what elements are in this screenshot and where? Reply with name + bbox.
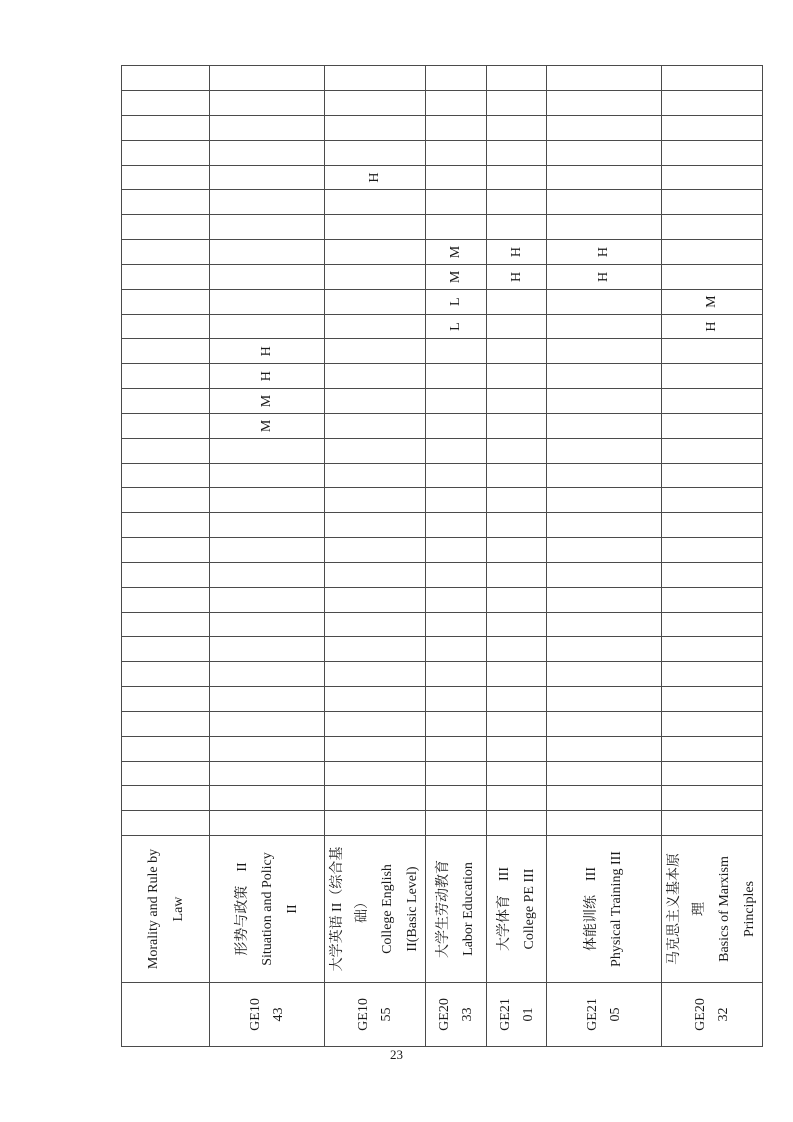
correlation-cell [662,165,763,190]
correlation-cell [210,91,325,116]
correlation-cell [426,115,487,140]
correlation-cell [547,91,662,116]
correlation-cell: M [426,240,487,265]
correlation-cell [426,438,487,463]
correlation-cell: M [426,264,487,289]
text-line: Basics of Marxism [717,856,732,962]
correlation-cell: L [426,289,487,314]
correlation-cell [662,264,763,289]
correlation-cell [547,513,662,538]
correlation-cell [547,66,662,91]
correlation-cell [487,786,547,811]
correlation-cell [325,91,426,116]
correlation-cell [210,314,325,339]
correlation-cell [547,140,662,165]
correlation-cell [426,711,487,736]
correlation-cell [662,413,763,438]
correlation-cell [325,587,426,612]
correlation-cell [487,364,547,389]
correlation-cell [662,115,763,140]
correlation-cell [325,463,426,488]
course-row [662,66,763,1047]
correlation-cell [547,190,662,215]
correlation-cell [122,364,210,389]
correlation-cell [325,761,426,786]
correlation-cell: M [210,413,325,438]
correlation-cell [426,91,487,116]
correlation-cell [426,612,487,637]
correlation-cell [325,662,426,687]
correlation-cell [325,736,426,761]
correlation-cell [325,488,426,513]
correlation-cell: H [662,314,763,339]
correlation-cell [210,513,325,538]
correlation-cell [210,66,325,91]
correlation-cell [662,66,763,91]
correlation-cell [122,140,210,165]
correlation-cell [210,687,325,712]
correlation-cell [122,339,210,364]
correlation-cell [122,488,210,513]
correlation-cell [210,538,325,563]
correlation-cell [426,140,487,165]
correlation-cell [122,786,210,811]
correlation-cell [487,711,547,736]
correlation-cell [487,761,547,786]
text-line: GE20 [437,998,452,1031]
correlation-cell [662,190,763,215]
course-code-cell [210,983,325,1047]
correlation-cell [547,587,662,612]
correlation-cell [662,711,763,736]
correlation-cell [662,140,763,165]
course-name-cell [662,836,763,983]
correlation-cell [325,538,426,563]
correlation-cell [426,339,487,364]
correlation-cell [487,115,547,140]
correlation-cell [210,811,325,836]
correlation-cell [210,637,325,662]
course-code-cell [426,983,487,1047]
correlation-cell [487,140,547,165]
correlation-cell [547,438,662,463]
correlation-cell [662,587,763,612]
correlation-cell [426,364,487,389]
correlation-cell [662,389,763,414]
correlation-cell [210,115,325,140]
course-code-cell [325,983,426,1047]
correlation-cell: H [547,240,662,265]
correlation-cell [325,140,426,165]
curriculum-table [121,65,763,1047]
correlation-cell [426,165,487,190]
correlation-cell [426,662,487,687]
correlation-cell [210,761,325,786]
correlation-cell [325,190,426,215]
correlation-cell [662,637,763,662]
correlation-cell [487,488,547,513]
correlation-cell [487,389,547,414]
correlation-cell [122,289,210,314]
correlation-cell [662,736,763,761]
correlation-cell [325,513,426,538]
text-line: College English [380,864,395,954]
correlation-cell [426,463,487,488]
page-number: 23 [390,1047,403,1062]
correlation-cell [122,264,210,289]
correlation-cell [210,240,325,265]
text-line: 础） [355,895,370,923]
correlation-cell [325,115,426,140]
text-line: 体能训练 III [584,867,599,951]
correlation-cell: M [662,289,763,314]
correlation-cell [487,587,547,612]
correlation-cell [547,389,662,414]
correlation-cell [487,513,547,538]
text-line: Morality and Rule by [145,848,161,970]
text-line: 理 [692,902,707,916]
correlation-cell [662,91,763,116]
correlation-cell [547,687,662,712]
text-line: GE21 [497,998,513,1031]
correlation-cell [210,264,325,289]
text-line: GE10 [356,998,371,1031]
correlation-cell [547,637,662,662]
correlation-cell [662,687,763,712]
correlation-cell [210,190,325,215]
correlation-cell: H [325,165,426,190]
correlation-cell [122,562,210,587]
course-name-cell [426,836,487,983]
correlation-cell [122,662,210,687]
correlation-cell [487,687,547,712]
correlation-cell [426,761,487,786]
correlation-cell [547,165,662,190]
course-code-cell [122,983,210,1047]
correlation-cell [210,463,325,488]
correlation-cell [662,538,763,563]
correlation-cell [122,538,210,563]
correlation-cell [426,587,487,612]
correlation-cell [426,736,487,761]
correlation-cell [547,413,662,438]
correlation-cell [426,562,487,587]
correlation-cell [325,413,426,438]
text-line: II [284,904,300,914]
text-line: 05 [608,1007,623,1022]
correlation-cell [122,811,210,836]
correlation-cell [122,91,210,116]
course-name-cell [325,836,426,983]
correlation-cell [122,612,210,637]
rotated-table-anchor [121,66,757,1047]
correlation-cell [547,538,662,563]
correlation-cell [487,314,547,339]
correlation-cell [487,66,547,91]
correlation-cell [426,513,487,538]
correlation-cell [325,786,426,811]
correlation-cell [210,587,325,612]
correlation-cell [487,165,547,190]
correlation-cell [122,165,210,190]
correlation-cell [325,687,426,712]
correlation-cell [547,612,662,637]
correlation-cell [487,438,547,463]
correlation-cell [426,66,487,91]
correlation-cell [547,562,662,587]
correlation-cell [325,438,426,463]
correlation-cell [210,438,325,463]
text-line: 大学体育 III [496,867,512,951]
course-code-cell [547,983,662,1047]
correlation-cell [122,314,210,339]
correlation-cell [662,240,763,265]
correlation-cell [122,240,210,265]
correlation-cell [122,215,210,240]
correlation-cell [122,66,210,91]
correlation-cell [662,339,763,364]
correlation-cell: H [210,339,325,364]
correlation-cell [426,190,487,215]
correlation-cell [662,488,763,513]
correlation-cell [487,811,547,836]
correlation-cell [210,140,325,165]
correlation-cell [426,687,487,712]
correlation-cell [210,736,325,761]
correlation-cell [547,339,662,364]
text-line: 55 [379,1007,394,1022]
correlation-cell [122,637,210,662]
correlation-cell [210,562,325,587]
table-rotation-wrapper [121,66,757,1047]
correlation-cell [487,215,547,240]
correlation-cell [487,562,547,587]
correlation-cell [210,488,325,513]
correlation-cell [547,811,662,836]
text-line: 43 [271,1007,286,1022]
correlation-cell [487,637,547,662]
text-line: II(Basic Level) [405,866,420,952]
correlation-cell [325,389,426,414]
text-line: 形势与政策 II [234,862,250,956]
course-row [426,66,487,1047]
course-row [122,66,210,1047]
text-line: College PE III [521,868,537,950]
correlation-cell [662,513,763,538]
correlation-cell [426,413,487,438]
correlation-cell [547,662,662,687]
text-line: Law [170,896,186,922]
correlation-cell [426,811,487,836]
correlation-cell [122,190,210,215]
correlation-cell: H [487,240,547,265]
course-row [547,66,662,1047]
correlation-cell [487,736,547,761]
correlation-cell [487,289,547,314]
correlation-cell [662,786,763,811]
correlation-cell [122,115,210,140]
correlation-cell [122,413,210,438]
correlation-cell [547,314,662,339]
correlation-cell: H [487,264,547,289]
correlation-cell [547,711,662,736]
correlation-cell [325,612,426,637]
course-row [325,66,426,1047]
correlation-cell [547,786,662,811]
correlation-cell [325,811,426,836]
course-name-cell [122,836,210,983]
correlation-cell [426,637,487,662]
text-line: Principles [742,881,757,937]
text-line: GE10 [248,998,263,1031]
text-line: 32 [716,1007,731,1022]
correlation-cell [325,364,426,389]
correlation-cell [487,463,547,488]
correlation-cell [547,215,662,240]
correlation-cell [210,662,325,687]
correlation-cell [487,190,547,215]
correlation-cell [662,662,763,687]
correlation-cell [122,761,210,786]
correlation-cell [122,389,210,414]
correlation-cell [122,438,210,463]
correlation-cell [122,587,210,612]
correlation-cell [325,66,426,91]
correlation-cell [487,91,547,116]
correlation-cell [487,339,547,364]
correlation-cell [426,488,487,513]
text-line: 大学英语 II（综合基 [330,846,345,972]
correlation-cell [547,115,662,140]
correlation-cell [487,662,547,687]
text-line: GE21 [585,998,600,1031]
correlation-cell [662,215,763,240]
text-line: Situation and Policy [259,852,275,966]
correlation-cell [325,314,426,339]
correlation-cell [325,637,426,662]
correlation-cell [426,389,487,414]
correlation-cell [210,711,325,736]
course-row [210,66,325,1047]
course-name-cell [487,836,547,983]
text-line: Labor Education [461,862,476,956]
correlation-cell [210,786,325,811]
correlation-cell [325,264,426,289]
correlation-cell [487,538,547,563]
text-line: 马克思主义基本原 [667,853,682,965]
correlation-cell [426,538,487,563]
correlation-cell [547,761,662,786]
correlation-cell [426,215,487,240]
correlation-cell [122,463,210,488]
correlation-cell [210,165,325,190]
correlation-cell [325,711,426,736]
correlation-cell: H [547,264,662,289]
correlation-cell [547,736,662,761]
correlation-cell [426,786,487,811]
correlation-cell [662,761,763,786]
correlation-cell [122,736,210,761]
correlation-cell [662,463,763,488]
text-line: 33 [460,1007,475,1022]
course-name-cell [210,836,325,983]
text-line: 大学生劳动教育 [436,860,451,958]
text-line: 01 [520,1007,536,1022]
course-code-cell [662,983,763,1047]
correlation-cell [547,463,662,488]
course-row [487,66,547,1047]
correlation-cell [547,289,662,314]
correlation-cell [325,215,426,240]
correlation-cell [487,612,547,637]
correlation-cell [487,413,547,438]
correlation-cell [325,289,426,314]
course-code-cell [487,983,547,1047]
correlation-cell [662,811,763,836]
correlation-cell [662,562,763,587]
correlation-cell: H [210,364,325,389]
correlation-cell: M [210,389,325,414]
correlation-cell [210,289,325,314]
correlation-cell [547,364,662,389]
course-name-cell [547,836,662,983]
correlation-cell [325,240,426,265]
text-line: GE20 [693,998,708,1031]
correlation-cell [662,438,763,463]
correlation-cell [662,364,763,389]
correlation-cell [662,612,763,637]
correlation-cell [210,612,325,637]
correlation-cell [122,687,210,712]
correlation-cell: L [426,314,487,339]
correlation-cell [325,562,426,587]
correlation-cell [122,711,210,736]
correlation-cell [325,339,426,364]
correlation-cell [122,513,210,538]
correlation-cell [210,215,325,240]
text-line: Physical Training III [609,851,624,967]
correlation-cell [547,488,662,513]
